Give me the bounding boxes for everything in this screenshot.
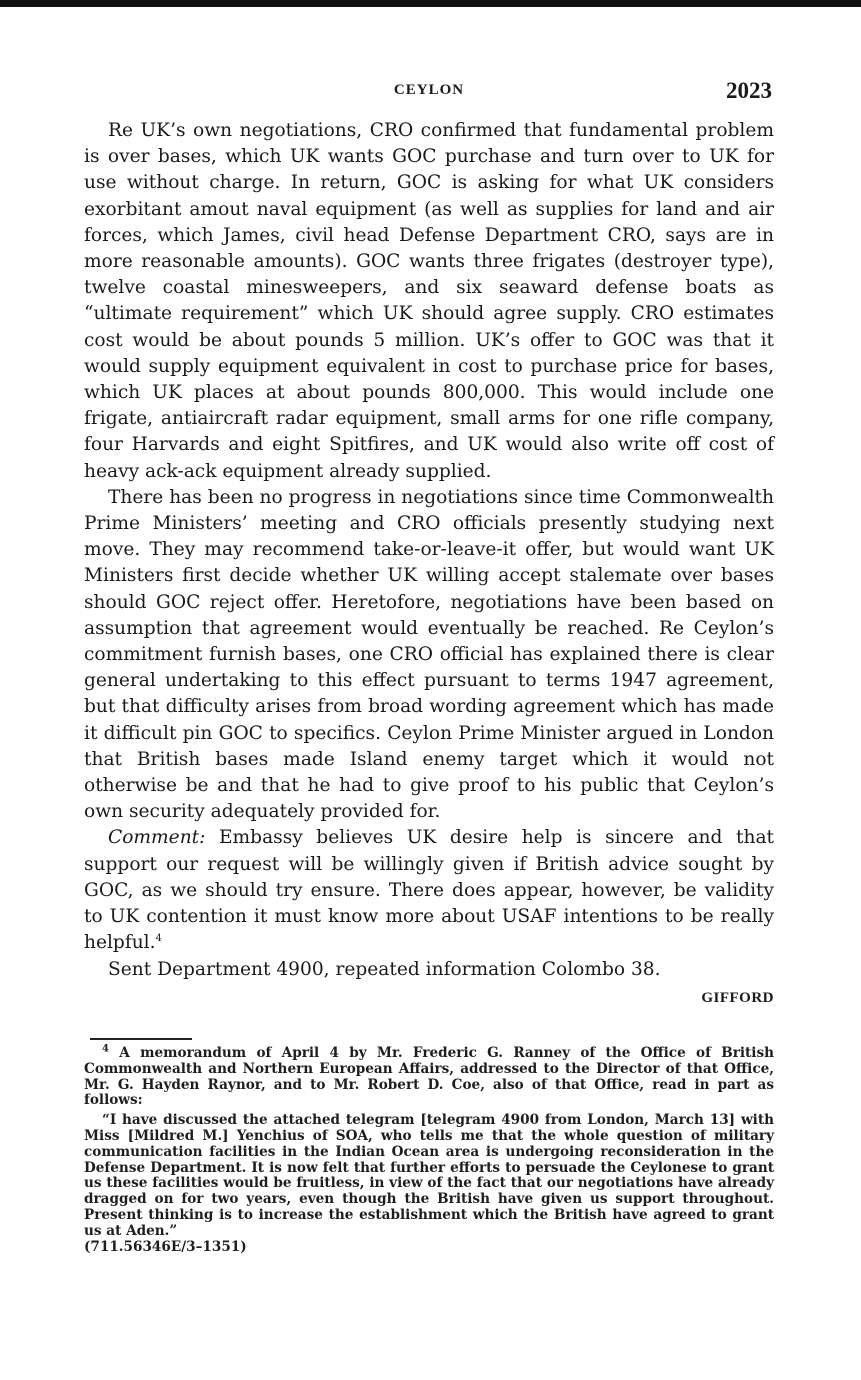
running-title: CEYLON [393, 82, 465, 98]
running-header [84, 78, 774, 104]
document-body [84, 118, 774, 1011]
top-border-rule [0, 0, 861, 7]
comment-label: Comment: [108, 827, 206, 849]
paragraph-sent: Sent Department 4900, repeated information Colombo 38. [108, 958, 661, 980]
footnote-citation: (711.56346E/3–1351) [84, 1238, 247, 1255]
footnote-reference: 4 [155, 933, 162, 945]
page-number: 2023 [726, 78, 772, 103]
footnote-intro-text: A memorandum of April 4 by Mr. Frederic G. Ranney of the Office of British Commonwealth and Northern European Affairs, addressed to the Director of that Office, Mr. G. Hayden Raynor, and to Mr. Robert D. Coe, also of that Office, read in part as follows: [84, 1045, 774, 1109]
footnotes [84, 1043, 774, 1255]
paragraph-negotiations: Re UK’s own negotiations, CRO confirmed that fundamental problem is over bases, which UK wants GOC purchase and turn over to UK for use without charge. In return, GOC is asking for what UK considers exorbitant amout naval equipment (as well as supplies for land and air forces, which James, civil head Defense Department CRO, says are in more reasonable amounts). GOC wants three frigates (destroyer type), twelve coastal minesweepers, and six seaward defense boats as “ultimate requirement” which UK should agree supply. CRO estimates cost would be about pounds 5 million. UK’s offer to GOC was that it would supply equipment equivalent in cost to purchase price for bases, which UK places at about pounds 800,000. This would include one frigate, antiaircraft radar equipment, small arms for one rifle company, four Harvards and eight Spitfires, and UK would also write off cost of heavy ack-ack equipment already supplied. [84, 120, 774, 482]
footnote-separator [90, 1038, 192, 1040]
paragraph-progress: There has been no progress in negotiations since time Commonwealth Prime Ministers’ meeting and CRO officials presently studying next move. They may recommend take-or-leave-it offer, but would want UK Ministers first decide whether UK willing accept stalemate over bases should GOC reject offer. Heretofore, negotiations have been based on assumption that agreement would eventually be reached. Re Ceylon’s commitment furnish bases, one CRO official has explained there is clear general undertaking to this effect pursuant to terms 1947 agreement, but that difficulty arises from broad wording agreement which has made it difficult pin GOC to specifics. Ceylon Prime Minister argued in London that British bases made Island enemy target which it would not otherwise be and that he had to give proof to his public that Ceylon’s own security adequately provided for. [84, 486, 774, 823]
paragraph-comment [84, 825, 774, 956]
comment-text: Embassy believes UK desire help is sincere and that support our request will be willingly given if British advice sought by GOC, as we should try ensure. There does appear, however, be validity to UK contention it must know more about USAF intentions to be really helpful. [84, 827, 774, 954]
footnote-marker: 4 [102, 1043, 109, 1055]
footnote-memorandum [84, 1043, 774, 1109]
footnote-quotation: “I have discussed the attached telegram [telegram 4900 from London, March 13] with Miss [Mildred M.] Yenchius of SOA, who tells me that the whole question of military communication facilities in the Indian Ocean area is undergoing reconsideration in the Defense Department. It is now felt that further efforts to persuade the Ceylonese to grant us these facilities would be fruitless, in view of the fact that our negotiations have already dragged on for two years, even though the British have given us support throughout. Present thinking is to increase the establishment which the British have agreed to grant us at Aden.” [84, 1112, 774, 1239]
signature: GIFFORD [701, 989, 774, 1006]
